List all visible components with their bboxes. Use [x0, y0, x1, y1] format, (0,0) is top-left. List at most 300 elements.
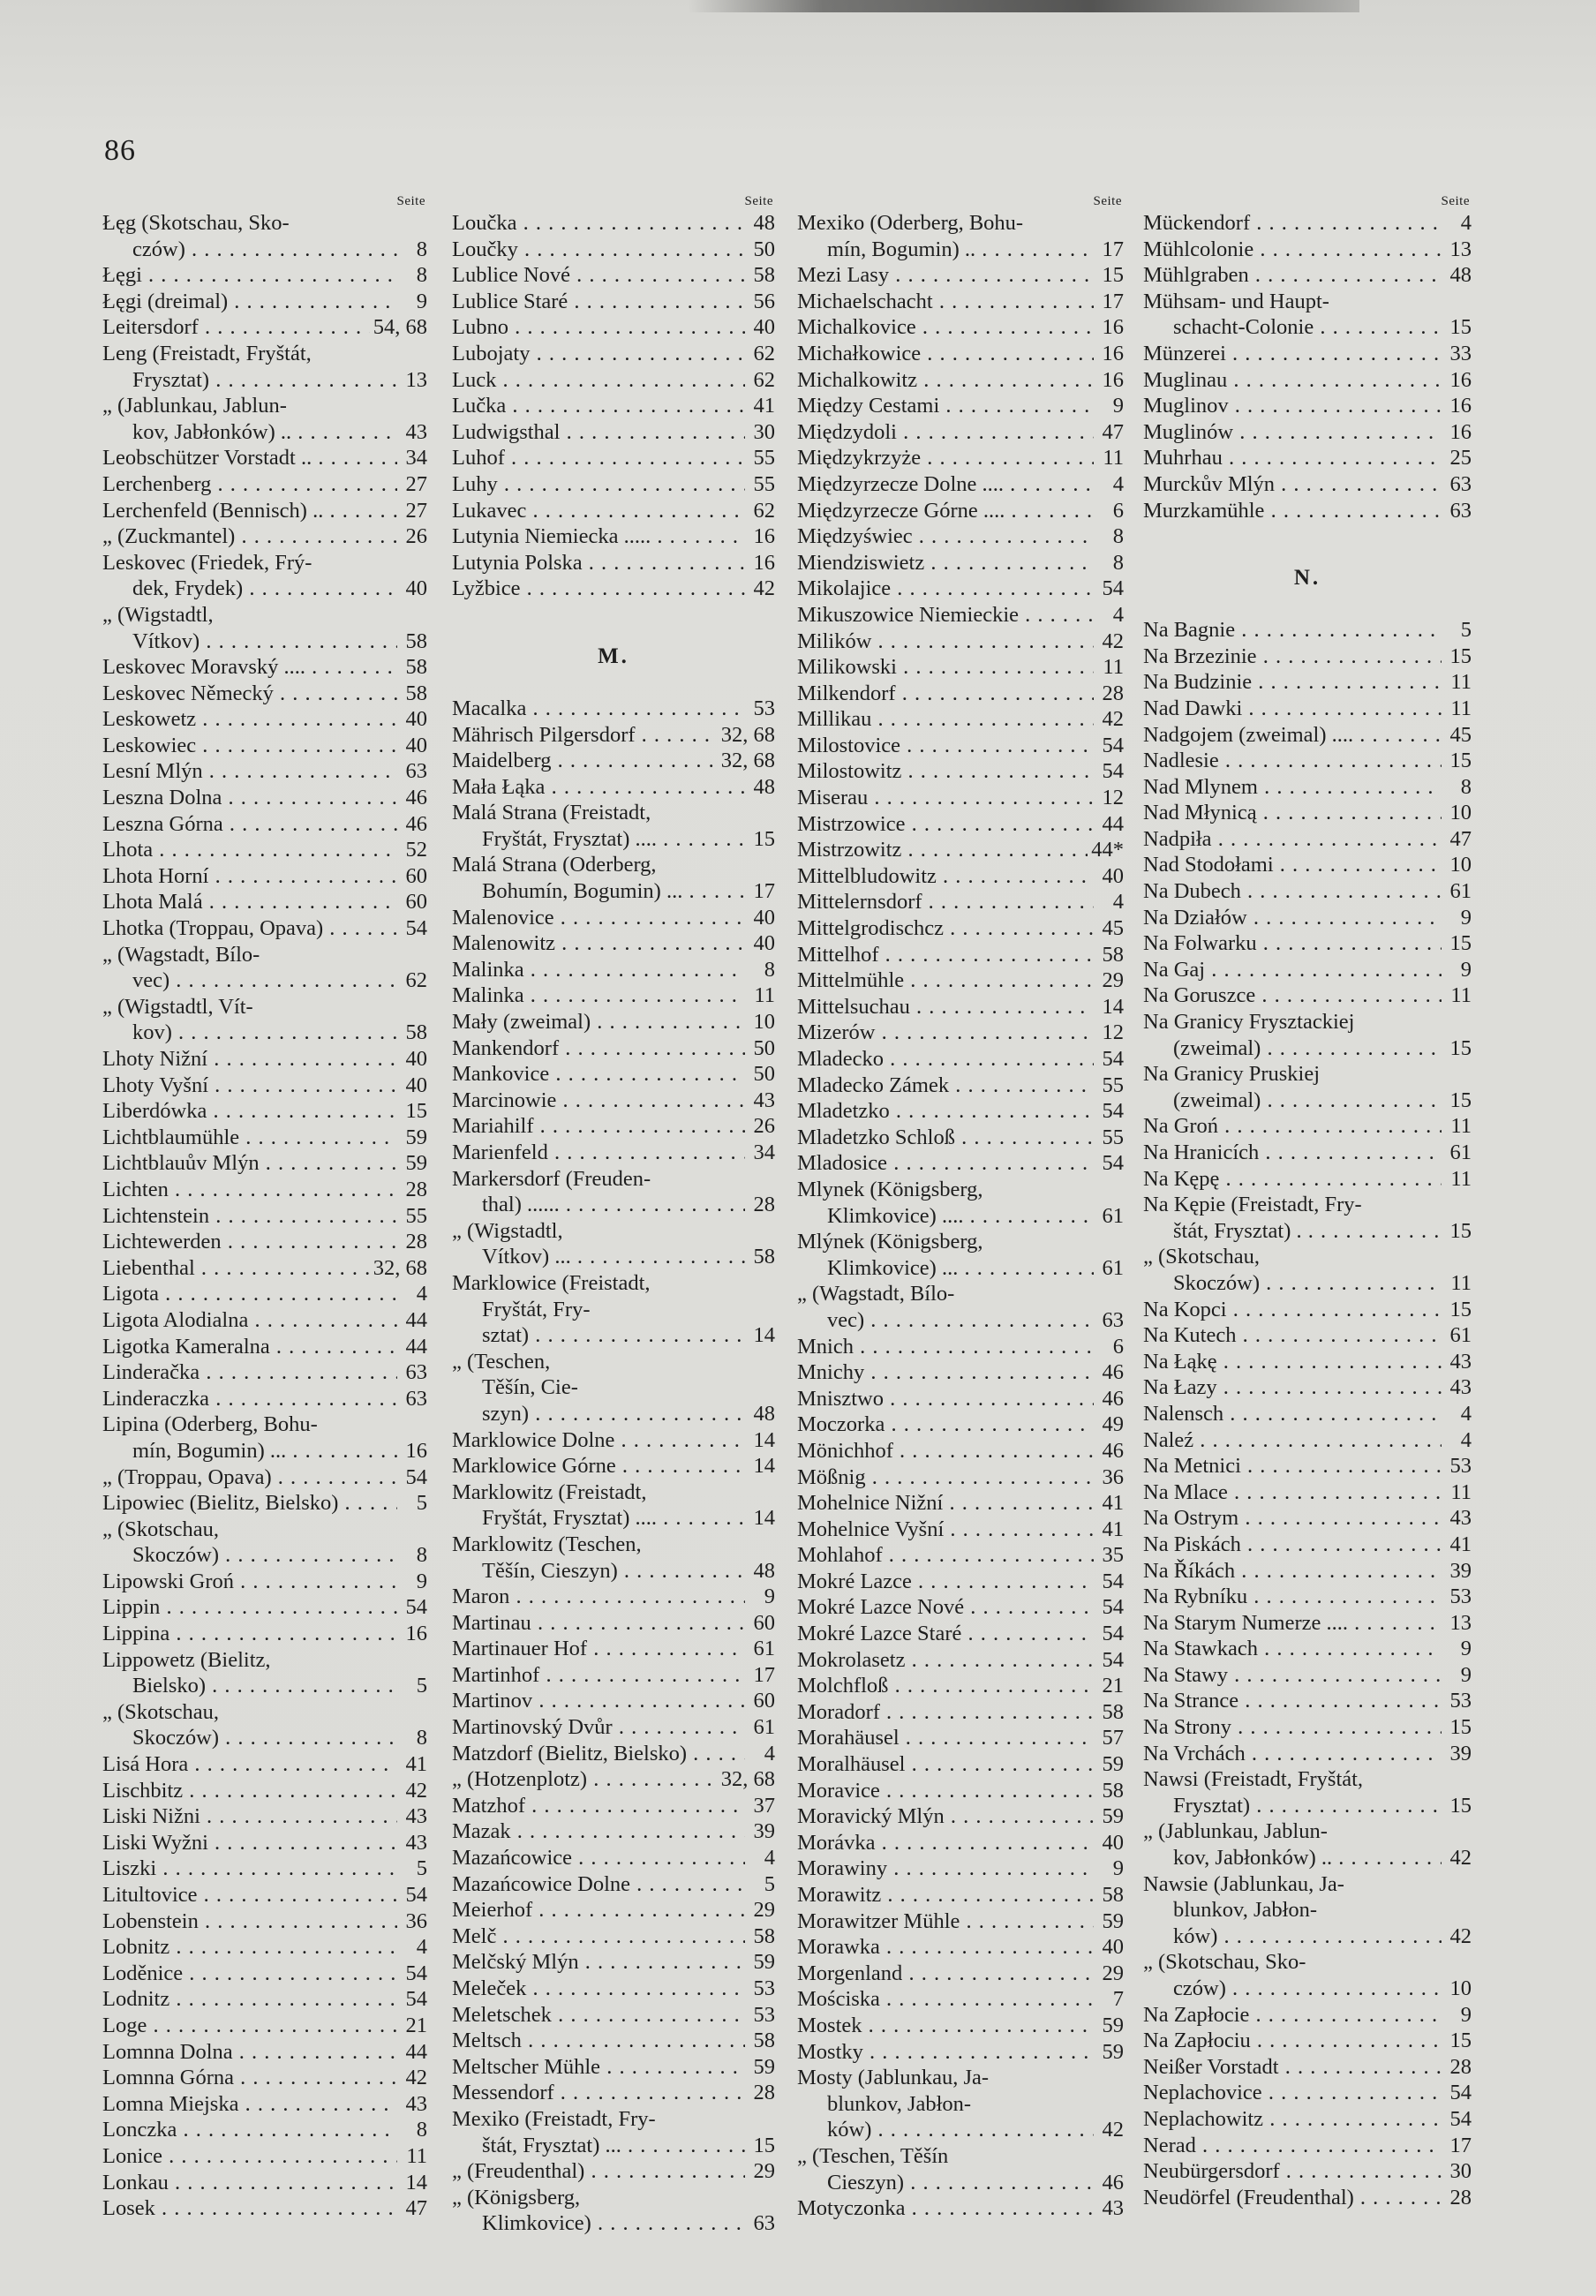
entry-name-text: Na Gaj — [1143, 957, 1206, 982]
entry-name — [797, 1411, 1094, 1438]
entry-line: Lippowetz (Bielitz, — [102, 1647, 271, 1672]
entry-name — [1143, 852, 1442, 878]
entry-name — [102, 1073, 397, 1099]
entry-page: 9 — [416, 289, 427, 313]
entry-line — [1143, 1793, 1442, 1819]
entry-page: 58 — [1102, 1883, 1124, 1907]
index-entry — [452, 930, 775, 957]
entry-name — [1143, 237, 1442, 263]
entry-name — [1143, 774, 1442, 801]
index-entry — [452, 367, 775, 394]
entry-name-text: Lubno — [452, 315, 508, 340]
entry-page: 46 — [405, 811, 427, 836]
entry-page: 54 — [1449, 2106, 1472, 2131]
entry-line — [797, 237, 1094, 263]
entry-name-text: Lutynia Niemiecka ..... — [452, 524, 651, 549]
entry-name-text: Ludwigsthal — [452, 419, 561, 444]
entry-name — [797, 2195, 1094, 2222]
entry-name — [102, 262, 397, 289]
index-entry — [797, 1464, 1124, 1491]
entry-name-text: Linderaczka — [102, 1386, 210, 1411]
entry-name-text: Luhy — [452, 471, 498, 496]
entry-page: 28 — [1449, 2054, 1472, 2079]
index-entry — [452, 262, 775, 289]
section-letter-heading: M. — [598, 644, 629, 668]
index-entry — [102, 1830, 427, 1856]
entry-line — [797, 1203, 1094, 1230]
entry-page: 44 — [405, 2039, 427, 2064]
entry-page: 63 — [1449, 498, 1472, 523]
entry-name-text: Morávka — [797, 1830, 876, 1855]
entry-name-text: Meltsch — [452, 2029, 522, 2053]
entry-name-text: Lublice Nové — [452, 263, 571, 288]
entry-name-text: Na Zapłociu — [1143, 2029, 1251, 2053]
entry-page: 8 — [1112, 524, 1124, 549]
entry-page: 11 — [1450, 1114, 1472, 1139]
entry-name-text: Międzydoli — [797, 419, 897, 444]
entry-name — [1143, 722, 1442, 749]
index-entry — [797, 2065, 1124, 2143]
index-entry — [452, 982, 775, 1009]
index-entry — [1143, 905, 1472, 931]
entry-name-text: Marcinowie — [452, 1088, 557, 1112]
entry-page: 43 — [405, 1830, 427, 1855]
entry-line-text: dek, Frydek) — [132, 576, 244, 601]
entry-name-text: Neplachovice — [1143, 2081, 1262, 2105]
entry-name-text: Marklowice Dolne — [452, 1427, 615, 1452]
entry-line — [1143, 1976, 1442, 2002]
entry-name — [797, 445, 1094, 471]
entry-name-text: Lhota Horní — [102, 863, 209, 888]
index-entry — [452, 905, 775, 931]
index-entry — [102, 1098, 427, 1125]
index-entry — [797, 1934, 1124, 1961]
entry-name — [797, 811, 1094, 838]
entry-name-text: Lhoty Vyšní — [102, 1073, 209, 1097]
entry-name — [1143, 1662, 1442, 1689]
index-entry — [452, 1766, 775, 1793]
entry-name-text: Na Vrchách — [1143, 1741, 1246, 1765]
entry-name-text: Na Starym Numerze .... — [1143, 1610, 1348, 1635]
entry-name — [797, 367, 1094, 394]
index-entry — [102, 681, 427, 707]
entry-line: Marklowitz (Freistadt, — [452, 1479, 647, 1504]
entry-page: 8 — [416, 1726, 427, 1750]
entry-name-text: Na Říkách — [1143, 1558, 1236, 1583]
entry-page: 59 — [753, 1950, 775, 1975]
entry-name — [452, 314, 745, 341]
entry-name-text: Lobnitz — [102, 1935, 170, 1960]
entry-name — [102, 1125, 397, 1151]
entry-name-text: Lippin — [102, 1595, 161, 1620]
entry-name — [1143, 393, 1442, 419]
entry-page: 59 — [1102, 2013, 1124, 2037]
index-entry — [452, 722, 775, 749]
entry-name-text: Na Łąkę — [1143, 1349, 1217, 1374]
index-entry — [797, 758, 1124, 785]
entry-page: 16 — [1102, 341, 1124, 365]
entry-page: 58 — [405, 629, 427, 653]
entry-name — [797, 1882, 1094, 1908]
entry-line — [452, 1322, 745, 1349]
index-entry — [452, 1949, 775, 1976]
entry-page: 7 — [1112, 1987, 1124, 2012]
entry-name-text: Mnich — [797, 1334, 854, 1359]
entry-page: 52 — [405, 838, 427, 862]
entry-page: 39 — [1449, 1741, 1472, 1765]
index-entry — [452, 289, 775, 315]
index-entry — [102, 1908, 427, 1935]
entry-page: 40 — [405, 1047, 427, 1071]
entry-line — [102, 367, 397, 394]
entry-name — [102, 1150, 397, 1177]
index-entry — [102, 2039, 427, 2066]
entry-page: 55 — [1102, 1073, 1124, 1097]
entry-name — [102, 471, 397, 498]
index-entry — [797, 1542, 1124, 1569]
entry-page: 9 — [764, 1585, 775, 1609]
entry-line: Mexiko (Oderberg, Bohu- — [797, 211, 1024, 235]
entry-name — [1143, 1584, 1442, 1610]
index-entry — [102, 1073, 427, 1099]
entry-name — [1143, 1297, 1442, 1323]
entry-line — [1143, 1035, 1442, 1062]
entry-name — [102, 681, 397, 707]
entry-line — [102, 1438, 397, 1464]
entry-line — [452, 1192, 745, 1218]
entry-name-text: Malenowitz — [452, 931, 556, 956]
entry-page: 61 — [753, 1715, 775, 1740]
entry-page: 46 — [1102, 1386, 1124, 1411]
entry-name — [797, 1386, 1094, 1412]
entry-line-text: czów) — [1173, 1976, 1226, 2000]
entry-page: 4 — [764, 1846, 775, 1871]
index-entry — [452, 748, 775, 774]
entry-name — [1143, 826, 1442, 853]
entry-name-text: Ligota Alodialna — [102, 1307, 249, 1332]
entry-line — [1143, 1845, 1442, 1871]
index-entry — [797, 1778, 1124, 1804]
entry-name — [797, 1569, 1094, 1595]
entry-page: 42 — [1449, 1846, 1472, 1871]
index-entry — [797, 498, 1124, 524]
entry-page: 55 — [753, 471, 775, 496]
entry-name — [1143, 498, 1442, 524]
entry-name-text: Miserau — [797, 786, 869, 810]
entry-page: 14 — [753, 1427, 775, 1452]
entry-page: 9 — [1460, 1662, 1472, 1687]
index-entry — [1143, 2158, 1472, 2185]
entry-name — [102, 1464, 397, 1491]
entry-name-text: Martinov — [452, 1689, 533, 1713]
entry-line-text: Skoczów) — [132, 1543, 219, 1568]
entry-line: Na Granicy Pruskiej — [1143, 1062, 1321, 1087]
index-entry — [1143, 982, 1472, 1009]
index-entry — [1143, 1636, 1472, 1662]
entry-name — [452, 2080, 745, 2106]
index-entry — [452, 1061, 775, 1088]
index-entry — [797, 1490, 1124, 1517]
index-entry — [797, 863, 1124, 890]
entry-name-text: Na Groń — [1143, 1114, 1219, 1139]
index-entry — [1143, 774, 1472, 801]
entry-name — [797, 602, 1094, 629]
entry-page: 54 — [1102, 1595, 1124, 1620]
entry-page: 42 — [753, 576, 775, 601]
entry-page: 4 — [1460, 211, 1472, 235]
index-entry — [102, 210, 427, 262]
entry-name — [1143, 262, 1442, 289]
entry-name — [797, 1986, 1094, 2013]
entry-name — [452, 1793, 745, 1819]
index-entry — [797, 1386, 1124, 1412]
entry-name — [452, 1714, 745, 1741]
index-entry — [452, 1009, 775, 1035]
entry-name — [1143, 1714, 1442, 1741]
entry-name-text: Mittelgrodischcz — [797, 916, 945, 941]
entry-name-text: Lipowski Groń — [102, 1569, 235, 1593]
entry-name-text: Lonice — [102, 2143, 163, 2168]
entry-name-text: Mostek — [797, 2013, 862, 2037]
entry-page: 15 — [1449, 315, 1472, 340]
index-entry — [797, 1830, 1124, 1856]
entry-name — [102, 314, 370, 341]
entry-page: 45 — [1102, 916, 1124, 941]
entry-line — [797, 2117, 1094, 2143]
entry-name — [1143, 930, 1442, 957]
index-entry — [797, 994, 1124, 1020]
entry-page: 42 — [1102, 629, 1124, 653]
entry-name-text: Mizerów — [797, 1020, 876, 1045]
entry-page: 15 — [1449, 2029, 1472, 2053]
entry-page: 59 — [405, 1125, 427, 1149]
entry-name-text: Muglinów — [1143, 419, 1234, 444]
entry-name-text: Marienfeld — [452, 1140, 548, 1164]
entry-name — [452, 471, 745, 498]
entry-name — [797, 706, 1094, 733]
entry-line: Marklowitz (Teschen, — [452, 1532, 642, 1556]
entry-name — [797, 1438, 1094, 1464]
entry-line-text: Klimkovice) — [482, 2211, 591, 2236]
entry-name — [797, 1673, 1094, 1699]
entry-page: 41 — [1102, 1517, 1124, 1541]
entry-name — [102, 889, 397, 915]
index-entry — [452, 1453, 775, 1479]
entry-name-text: Loučka — [452, 211, 517, 235]
entry-line-text: kov) — [132, 1020, 172, 1045]
entry-page: 5 — [1460, 618, 1472, 643]
index-entry — [452, 393, 775, 419]
entry-name-text: Mała Łąka — [452, 774, 546, 799]
index-entry — [797, 654, 1124, 681]
entry-line — [452, 1558, 745, 1585]
entry-line-text: Vítkov) ... — [482, 1245, 571, 1269]
entry-name-text: Moravice — [797, 1778, 880, 1803]
entry-page: 33 — [1449, 341, 1472, 365]
entry-name — [797, 1961, 1094, 1987]
entry-name — [102, 2143, 397, 2170]
entry-line — [1143, 1270, 1442, 1297]
entry-page: 21 — [405, 2013, 427, 2037]
entry-line: „ (Teschen, — [452, 1349, 551, 1374]
index-entry — [102, 1934, 427, 1961]
index-entry — [452, 1923, 775, 1950]
index-entry — [797, 1699, 1124, 1726]
entry-page: 17 — [1102, 237, 1124, 261]
entry-page: 11 — [1103, 446, 1124, 470]
entry-name-text: Morahäusel — [797, 1726, 900, 1750]
entry-page: 46 — [405, 786, 427, 810]
seite-header: Seite — [744, 194, 773, 208]
index-entry — [797, 1908, 1124, 1935]
entry-name-text: Luhof — [452, 446, 505, 470]
index-entry — [452, 471, 775, 498]
entry-page: 54 — [1102, 576, 1124, 601]
entry-name-text: Lischbitz — [102, 1778, 184, 1803]
entry-page: 61 — [1449, 879, 1472, 904]
entry-name-text: Liski Nižni — [102, 1804, 200, 1829]
entry-name-text: Moczorka — [797, 1412, 885, 1437]
entry-name — [452, 419, 745, 446]
entry-name — [452, 445, 745, 471]
entry-name — [452, 523, 745, 550]
entry-page: 58 — [753, 263, 775, 288]
entry-name-text: Linderačka — [102, 1360, 200, 1385]
entry-name — [102, 733, 397, 759]
entry-page: 11 — [1450, 1479, 1472, 1504]
entry-page: 61 — [1102, 1203, 1124, 1228]
index-entry — [1143, 1558, 1472, 1585]
index-entry — [1143, 1349, 1472, 1375]
index-entry — [797, 1882, 1124, 1908]
entry-page: 10 — [1449, 1976, 1472, 2000]
entry-name — [797, 654, 1094, 681]
entry-name-text: Nad Mlynem — [1143, 774, 1258, 799]
entry-line-text: Klimkovice) .... — [827, 1203, 964, 1228]
entry-page: 16 — [1102, 367, 1124, 392]
entry-name — [797, 1464, 1094, 1491]
entry-name-text: Mnisztwo — [797, 1386, 884, 1411]
index-entry — [102, 1490, 427, 1517]
entry-page: 63 — [1102, 1307, 1124, 1332]
index-entry — [452, 445, 775, 471]
entry-name-text: Matzdorf (Bielitz, Bielsko) — [452, 1741, 688, 1765]
entry-line — [102, 419, 397, 446]
entry-name-text: Na Łazy — [1143, 1375, 1217, 1400]
index-entry — [102, 733, 427, 759]
index-entry — [797, 1986, 1124, 2013]
entry-name — [102, 1961, 397, 1987]
index-entry — [797, 2195, 1124, 2222]
entry-page: 32, 68 — [373, 1255, 427, 1280]
index-entry — [797, 314, 1124, 341]
index-entry — [797, 1725, 1124, 1751]
index-entry — [797, 915, 1124, 942]
entry-page: 14 — [753, 1454, 775, 1479]
entry-page: 54, 68 — [373, 315, 427, 340]
index-entry — [452, 341, 775, 367]
index-entry — [1143, 367, 1472, 394]
entry-name — [452, 722, 718, 749]
entry-page: 48 — [753, 211, 775, 235]
index-entry — [102, 2065, 427, 2091]
index-entry — [102, 2091, 427, 2118]
entry-name-text: Na Folwarku — [1143, 931, 1257, 956]
entry-page: 15 — [753, 826, 775, 851]
entry-page: 42 — [1449, 1923, 1472, 1948]
entry-name-text: Muhrhau — [1143, 446, 1223, 470]
index-entry — [102, 1255, 427, 1282]
entry-name — [452, 550, 745, 576]
index-entry — [102, 1594, 427, 1621]
entry-page: 46 — [1102, 1438, 1124, 1463]
entry-name — [1143, 1479, 1442, 1506]
entry-name — [1143, 2028, 1442, 2054]
entry-page: 15 — [1449, 1715, 1472, 1740]
entry-page: 14 — [1102, 994, 1124, 1019]
index-entry — [452, 1793, 775, 1819]
entry-page: 53 — [753, 696, 775, 720]
entry-name — [1143, 1453, 1442, 1479]
entry-name-text: Leskovec Německý — [102, 681, 274, 705]
entry-page: 43 — [1449, 1506, 1472, 1531]
entry-page: 16 — [1102, 315, 1124, 340]
index-entry — [797, 942, 1124, 968]
entry-page: 54 — [405, 1464, 427, 1489]
index-entry — [452, 2054, 775, 2081]
entry-page: 47 — [405, 2196, 427, 2221]
entry-page: 58 — [753, 2029, 775, 2053]
entry-page: 58 — [405, 655, 427, 680]
entry-line: Mühsam- und Haupt- — [1143, 289, 1329, 313]
entry-page: 8 — [416, 237, 427, 261]
entry-line: Marklowice (Freistadt, — [452, 1270, 651, 1295]
page-number: 86 — [104, 134, 136, 167]
index-entry — [797, 967, 1124, 994]
entry-page: 40 — [405, 1073, 427, 1097]
entry-name-text: Motyczonka — [797, 2196, 906, 2221]
entry-name — [797, 733, 1094, 759]
entry-name-text: Na Rybníku — [1143, 1585, 1248, 1609]
entry-name — [102, 2195, 397, 2222]
index-column-4 — [1143, 192, 1472, 2210]
entry-name — [452, 341, 745, 367]
entry-name — [797, 1098, 1094, 1125]
entry-page: 30 — [1449, 2159, 1472, 2184]
index-entry — [797, 1411, 1124, 1438]
entry-name — [797, 419, 1094, 446]
entry-name-text: Na Hranicích — [1143, 1140, 1260, 1164]
entry-page: 4 — [1112, 602, 1124, 627]
entry-name — [102, 2013, 397, 2039]
entry-name — [1143, 2185, 1442, 2211]
entry-name-text: Liszki — [102, 1856, 157, 1881]
entry-page: 55 — [405, 1203, 427, 1228]
index-entry — [452, 1897, 775, 1923]
entry-name — [797, 1594, 1094, 1621]
entry-name — [1143, 1558, 1442, 1585]
index-entry — [1143, 644, 1472, 670]
index-entry — [797, 837, 1124, 863]
entry-name-text: Lučka — [452, 394, 507, 418]
entry-name — [452, 1688, 745, 1714]
entry-page: 41 — [1102, 1491, 1124, 1516]
entry-page: 61 — [1102, 1255, 1124, 1280]
entry-page: 41 — [753, 394, 775, 418]
index-entry — [1143, 800, 1472, 826]
entry-name — [797, 1725, 1094, 1751]
entry-name-text: Maidelberg — [452, 749, 552, 773]
